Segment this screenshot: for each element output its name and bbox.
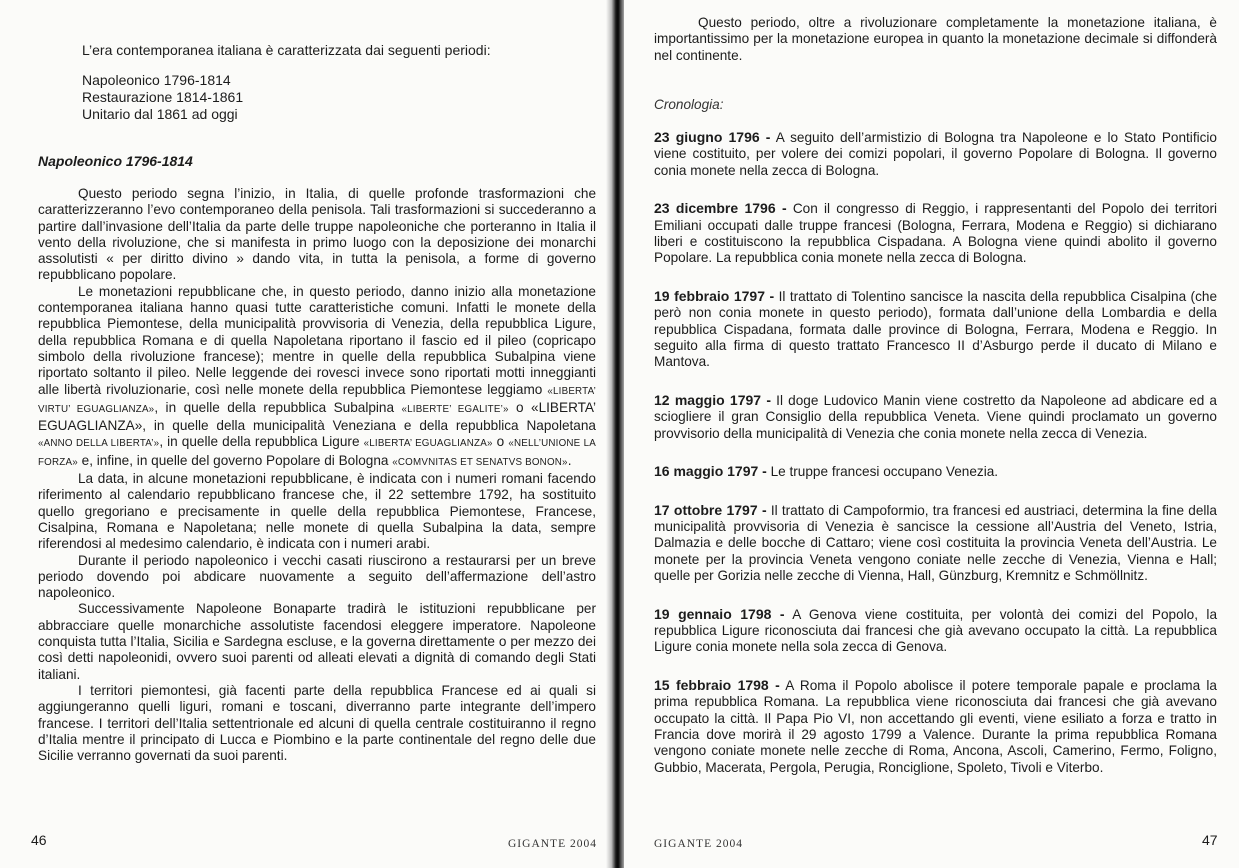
entry-date: 12 maggio 1797 - bbox=[654, 391, 772, 408]
chronology-entry bbox=[654, 606, 1217, 656]
cronologia-label: Cronologia: bbox=[654, 97, 724, 112]
left-page bbox=[0, 0, 612, 868]
chronology-entry bbox=[654, 392, 1217, 442]
running-footer: GIGANTE 2004 bbox=[654, 838, 743, 850]
text-run: . bbox=[567, 452, 572, 468]
motto: «COMVNITAS ET SENATVS BONON» bbox=[392, 456, 568, 468]
period-item: Restaurazione 1814-1861 bbox=[82, 89, 244, 105]
text-run: e, infine, in quelle del governo Popolare di Bologna bbox=[77, 452, 393, 468]
period-item: Unitario dal 1861 ad oggi bbox=[82, 106, 238, 122]
entry-date: 15 febbraio 1798 - bbox=[654, 676, 780, 693]
period-list bbox=[82, 72, 243, 123]
page-number: 46 bbox=[31, 832, 47, 848]
entry-text: Il doge Ludovico Manin viene costretto da Napoleone ad abdicare ed a sciogliere il gran Consiglio della repubblica Veneta. Viene quindi proclamato un governo provvisorio della municipalità di Venezia che conia monete nella zecca di Venezia. bbox=[654, 392, 1217, 441]
chronology-entry bbox=[654, 502, 1217, 585]
entry-date: 16 maggio 1797 - bbox=[654, 463, 767, 480]
text-run: o «LIBERTA’ EGUAGLIANZA», in quelle della municipalità Veneziana e della repubblica Napoletana bbox=[38, 399, 597, 434]
entry-date: 23 giugno 1796 - bbox=[654, 129, 771, 145]
paragraph: Questo periodo, oltre a rivoluzionare completamente la monetazione italiana, è importantissimo per la monetazione europea in quanto la monetazione decimale si diffonderà nel continente. bbox=[654, 15, 1217, 63]
paragraph: I territori piemontesi, già facenti parte della repubblica Francese ed ai quali si aggiungeranno quelli liguri, romani e toscani, diverranno parte integrante dell’impero francese. I territori dell’Italia settentrionale ed alcuni di quella centrale costituiranno il regno d’Italia mentre il principato di Lucca e Piombino e la parte continentale del regno delle due Sicilie verranno governati da suoi parenti. bbox=[38, 682, 596, 764]
paragraph bbox=[38, 284, 596, 471]
chronology-entry bbox=[654, 677, 1217, 776]
chronology-entry bbox=[654, 288, 1217, 371]
entry-text: Le truppe francesi occupano Venezia. bbox=[766, 464, 999, 480]
paragraph: Durante il periodo napoleonico i vecchi casati riuscirono a restaurarsi per un breve periodo dovendo poi abdicare nuovamente a seguito dell’affermazione dell’astro napoleonico. bbox=[38, 552, 596, 601]
motto: «LIBERTE’ EGALITE’» bbox=[401, 403, 509, 415]
chronology-list bbox=[654, 129, 1217, 797]
entry-date: 23 dicembre 1796 - bbox=[654, 200, 787, 217]
intro-text: L’era contemporanea italiana è caratterizzata dai seguenti periodi: bbox=[82, 42, 491, 58]
entry-date: 19 febbraio 1797 - bbox=[654, 287, 775, 304]
chronology-entry bbox=[654, 129, 1217, 179]
entry-date: 19 gennaio 1798 - bbox=[654, 605, 785, 622]
entry-text: Con il congresso di Reggio, i rappresentanti del Popolo dei territori Emiliani occupati dalle truppe francesi (Bologna, Ferrara, Modena e Reggio) si dichiarano liberi e costituiscono la repubblica Cispadana. A Bologna viene quindi abolito il governo Popolare. La repubblica conia monete nella zecca di Bologna. bbox=[654, 201, 1217, 266]
entry-text: A Roma il Popolo abolisce il potere temporale papale e proclama la prima repubblica Romana. La repubblica viene riconosciuta dai francesi che già avevano occupato la città. Il Papa Pio VI, non accettando gli eventi, viene esiliato a forza e tratto in Francia dove morirà il 29 agosto 1799 a Valence. Durante la prima repubblica Romana vengono coniate monete nelle zecche di Roma, Ancona, Ascoli, Camerino, Fermo, Foligno, Gubbio, Macerata, Pergola, Perugia, Ronciglione, Spoleto, Tivoli e Viterbo. bbox=[654, 677, 1217, 775]
entry-text: A seguito dell’armistizio di Bologna tra Napoleone e lo Stato Pontificio viene costituito, per volere dei comizi popolari, il governo Popolare di Bologna. Il governo conia monete nella zecca di Bologna. bbox=[654, 130, 1217, 178]
entry-text: A Genova viene costituita, per volontà dei comizi del Popolo, la repubblica Ligure riconosciuta dai francesi che già avevano occupato la città. La repubblica Ligure conia monete nella sola zecca di Genova. bbox=[654, 606, 1217, 655]
text-run: Le monetazioni repubblicane che, in questo periodo, danno inizio alla monetazione contemporanea italiana hanno quasi tutte caratteristiche comuni. Infatti le monete della repubblica Piemontese, della municipalità provvisoria di Venezia, della repubblica Ligure, della repubblica Romana e di quella Napoletana riportano il fascio ed il pileo (copricapo simbolo della rivoluzione francese); mentre in quelle della repubblica Subalpina viene riportato soltanto il pileo. Nelle leggende dei rovesci invece sono riportati motti inneggianti alle libertà rivoluzionarie, così nelle monete della repubblica Piemontese leggiamo bbox=[38, 283, 596, 397]
chronology-entry bbox=[654, 463, 1217, 480]
motto: «LIBERTA’ EGUAGLIANZA» bbox=[363, 438, 493, 450]
motto: «NELL’UNIONE LA FORZA» bbox=[38, 438, 596, 468]
entry-text: Il trattato di Tolentino sancisce la nascita della repubblica Cisalpina (che però non conia monete in questo periodo), formata dall’unione della Lombardia e della repubblica Cispadana, formata dalle province di Bologna, Ferrara, Modena e Reggio. In seguito alla firma di questo trattato Francesco II d’Asburgo perde il ducato di Milano e Mantova. bbox=[654, 288, 1217, 370]
page-number: 47 bbox=[1202, 832, 1218, 848]
paragraph: Questo periodo segna l’inizio, in Italia, di quelle profonde trasformazioni che caratterizzeranno l’evo contemporaneo della penisola. Tali trasformazioni si succederanno a partire dall’invasione dell’Italia da parte delle truppe napoleoniche che porteranno in Italia il vento della rivoluzione, che si manifesta in primo luogo con la deposizione dei monarchi assolutisti « per diritto divino » dando vita, in tutta la penisola, a forme di governo repubblicano popolare. bbox=[38, 186, 596, 283]
running-footer: GIGANTE 2004 bbox=[508, 838, 597, 850]
chronology-entry bbox=[654, 200, 1217, 267]
text-run: , in quelle della repubblica Ligure bbox=[159, 434, 364, 450]
motto: «ANNO DELLA LIBERTA’» bbox=[38, 438, 160, 450]
paragraph: La data, in alcune monetazioni repubblicane, è indicata con i numeri romani facendo riferimento al calendario repubblicano francese che, il 22 settembre 1792, ha sostituito quello gregoriano e precisamente in quelle della repubblica Piemontese, Francese, Cisalpina, Romana e Napoletana; nelle monete di quella Subalpina la data, sempre riferendosi al medesimo calendario, è indicata con i numeri arabi. bbox=[38, 471, 596, 552]
paragraph: Successivamente Napoleone Bonaparte tradirà le istituzioni repubblicane per abbracciare quelle monarchiche assolutiste facendosi eleggere imperatore. Napoleone conquista tutta l’Italia, Sicilia e Sardegna escluse, e la governa direttamente o per mezzo dei così detti napoleonidi, ovvero suoi parenti od alleati elevati a dignità di comando degli Stati italiani. bbox=[38, 601, 596, 682]
motto: «LIBERTA’ VIRTU’ EGUAGLIANZA» bbox=[38, 385, 596, 415]
entry-text: Il trattato di Campoformio, tra francesi ed austriaci, determina la fine della municipalità provvisoria di Venezia è sancisce la cessione all’Austria del Veneto, Istria, Dalmazia e delle bocche di Cattaro; viene così costituita la provincia Veneta dell’Austria. Le monete per la provincia Veneta vengono coniate nelle zecche di Venezia, Vienna e Hall; quelle per Gorizia nelle zecche di Vienna, Hall, Günzburg, Kremnitz e Schmöllnitz. bbox=[654, 502, 1217, 584]
entry-date: 17 ottobre 1797 - bbox=[654, 501, 767, 518]
left-body-text bbox=[38, 186, 596, 764]
right-intro bbox=[654, 15, 1217, 64]
period-item: Napoleonico 1796-1814 bbox=[82, 72, 231, 88]
section-title: Napoleonico 1796-1814 bbox=[38, 153, 193, 169]
text-run: o bbox=[492, 434, 509, 450]
text-run: , in quelle della repubblica Subalpina bbox=[154, 399, 402, 415]
right-page bbox=[624, 0, 1239, 868]
